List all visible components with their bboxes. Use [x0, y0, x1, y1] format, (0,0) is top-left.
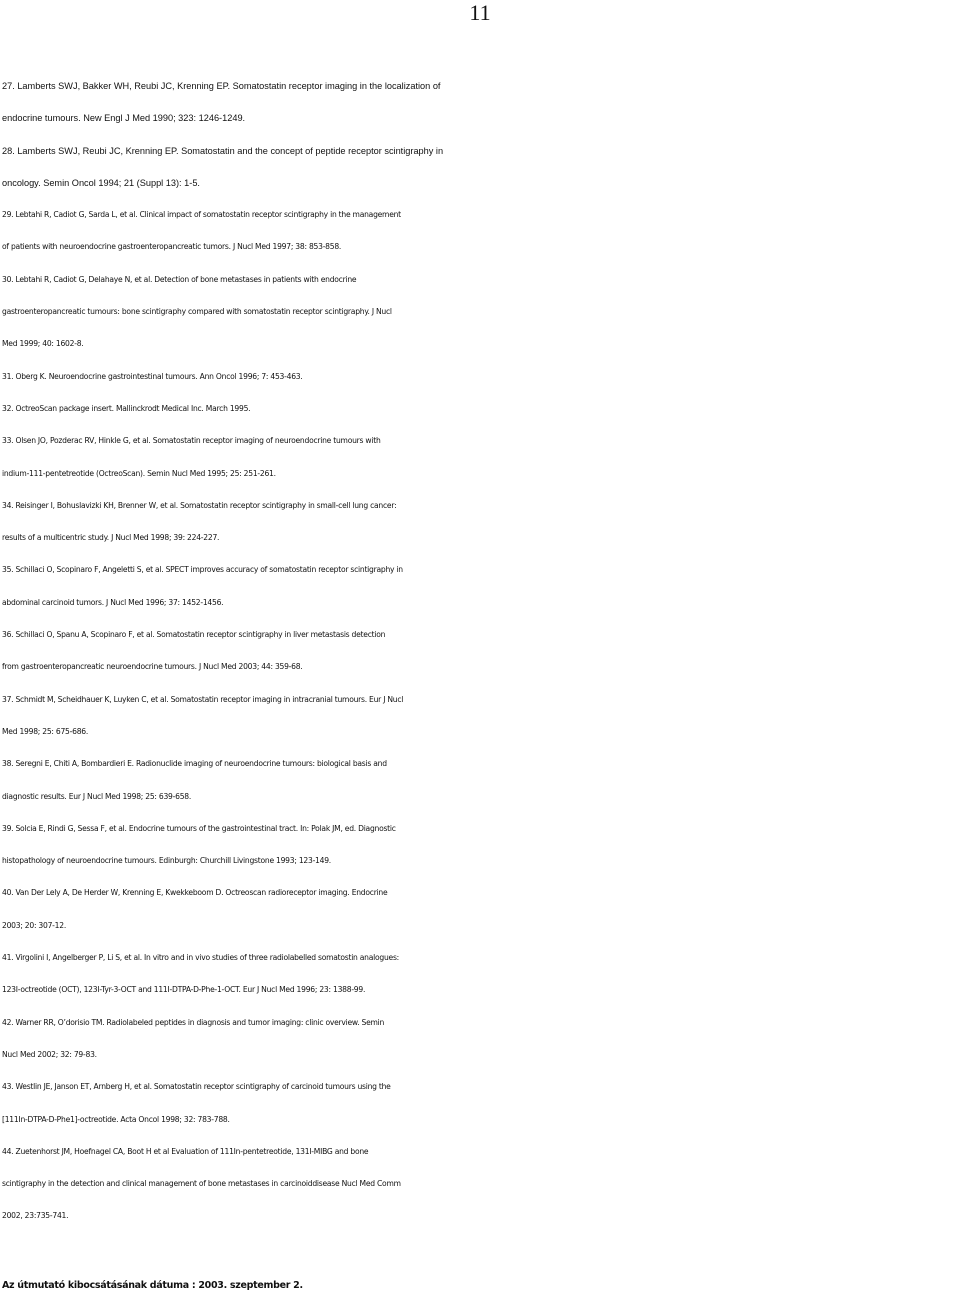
reference-item: [2, 135, 960, 200]
reference-line: 37. Schmidt M, Scheidhauer K, Luyken C, et al. Somatostatin receptor imaging in intracranial tumours. Eur J Nucl: [2, 694, 404, 704]
reference-item: [2, 490, 960, 555]
reference-line: Med 1998; 25: 675-686.: [2, 726, 89, 736]
reference-line: 36. Schillaci O, Spanu A, Scopinaro F, et al. Somatostatin receptor scintigraphy in liver metastasis detection: [2, 630, 386, 640]
reference-line: endocrine tumours. New Engl J Med 1990; 323: 1246-1249.: [2, 113, 246, 124]
reference-item: [2, 264, 960, 361]
reference-line: 40. Van Der Lely A, De Herder W, Krenning E, Kwekkeboom D. Octreoscan radioreceptor imaging. Endocrine: [2, 888, 388, 898]
reference-line: of patients with neuroendocrine gastroenteropancreatic tumors. J Nucl Med 1997; 38: 853-858.: [2, 242, 342, 252]
reference-line: oncology. Semin Oncol 1994; 21 (Suppl 13): 1-5.: [2, 177, 200, 188]
reference-line: 28. Lamberts SWJ, Reubi JC, Krenning EP. Somatostatin and the concept of peptide receptor scintigraphy in: [2, 145, 444, 156]
reference-line: 35. Schillaci O, Scopinaro F, Angeletti S, et al. SPECT improves accuracy of somatostatin receptor scintigraphy in: [2, 565, 403, 575]
reference-line: 123I-octreotide (OCT), 123I-Tyr-3-OCT and 111I-DTPA-D-Phe-1-OCT. Eur J Nucl Med 1996; 23: 1388-99.: [2, 985, 366, 995]
reference-line: 41. Virgolini I, Angelberger P, Li S, et al. In vitro and in vivo studies of three radiolabelled somatostin analogues:: [2, 953, 399, 963]
reference-line: 29. Lebtahi R, Cadiot G, Sarda L, et al. Clinical impact of somatostatin receptor scintigraphy in the management: [2, 210, 401, 220]
reference-line: from gastroenteropancreatic neuroendocrine tumours. J Nucl Med 2003; 44: 359-68.: [2, 662, 303, 672]
reference-item: [2, 361, 960, 393]
page-number: 11: [469, 0, 491, 25]
reference-item: [2, 199, 960, 264]
reference-line: diagnostic results. Eur J Nucl Med 1998; 25: 639-658.: [2, 791, 192, 801]
reference-line: 43. Westlin JE, Janson ET, Arnberg H, et al. Somatostatin receptor scintigraphy of carcinoid tumours using the: [2, 1082, 391, 1092]
reference-item: [2, 393, 960, 425]
reference-line: 38. Seregni E, Chiti A, Bombardieri E. Radionuclide imaging of neuroendocrine tumours: biological basis and: [2, 759, 387, 769]
reference-line: 39. Solcia E, Rindi G, Sessa F, et al. Endocrine tumours of the gastrointestinal tract. In: Polak JM, ed. Diagnostic: [2, 823, 396, 833]
reference-list: [2, 70, 960, 1233]
reference-line: 44. Zuetenhorst JM, Hoefnagel CA, Boot H et al Evaluation of 111In-pentetreotide, 131I-MIBG and bone: [2, 1146, 369, 1156]
reference-line: results of a multicentric study. J Nucl Med 1998; 39: 224-227.: [2, 533, 220, 543]
reference-item: [2, 425, 960, 490]
reference-item: [2, 1007, 960, 1072]
reference-line: indium-111-pentetreotide (OctreoScan). Semin Nucl Med 1995; 25: 251-261.: [2, 468, 276, 478]
reference-item: [2, 1136, 960, 1233]
reference-line: 32. OctreoScan package insert. Mallinckrodt Medical Inc. March 1995.: [2, 403, 251, 413]
reference-line: 27. Lamberts SWJ, Bakker WH, Reubi JC, Krenning EP. Somatostatin receptor imaging in the localization of: [2, 81, 441, 91]
reference-item: [2, 1071, 960, 1136]
reference-item: [2, 70, 960, 135]
reference-line: abdominal carcinoid tumors. J Nucl Med 1996; 37: 1452-1456.: [2, 597, 224, 607]
reference-line: Med 1999; 40: 1602-8.: [2, 339, 84, 349]
reference-item: [2, 748, 960, 813]
reference-item: [2, 813, 960, 878]
reference-line: 30. Lebtahi R, Cadiot G, Delahaye N, et al. Detection of bone metastases in patients with endocrine: [2, 274, 357, 284]
reference-line: scintigraphy in the detection and clinical management of bone metastases in carcinoiddisease Nucl Med Comm: [2, 1179, 401, 1189]
reference-line: [111In-DTPA-D-Phe1]-octreotide. Acta Oncol 1998; 32: 783-788.: [2, 1114, 230, 1124]
reference-item: [2, 619, 960, 684]
reference-line: 2002, 23:735-741.: [2, 1211, 69, 1221]
reference-line: 42. Warner RR, O’dorisio TM. Radiolabeled peptides in diagnosis and tumor imaging: clinic overview. Semin: [2, 1017, 385, 1027]
reference-line: histopathology of neuroendocrine tumours. Edinburgh: Churchill Livingstone 1993; 123-149.: [2, 856, 331, 866]
reference-line: 31. Oberg K. Neuroendocrine gastrointestinal tumours. Ann Oncol 1996; 7: 453-463.: [2, 371, 303, 381]
issue-date-footer: Az útmutató kibocsátásának dátuma : 2003. szeptember 2.: [2, 1280, 303, 1291]
reference-line: 33. Olsen JO, Pozderac RV, Hinkle G, et al. Somatostatin receptor imaging of neuroendocrine tumours with: [2, 436, 381, 446]
reference-item: [2, 554, 960, 619]
reference-item: [2, 942, 960, 1007]
reference-line: Nucl Med 2002; 32: 79-83.: [2, 1049, 97, 1059]
reference-line: 34. Reisinger I, Bohuslavizki KH, Brenner W, et al. Somatostatin receptor scintigraphy in small-cell lung cancer:: [2, 500, 397, 510]
reference-line: gastroenteropancreatic tumours: bone scintigraphy compared with somatostatin receptor scintigraphy. J Nucl: [2, 307, 392, 317]
reference-item: [2, 684, 960, 749]
reference-item: [2, 877, 960, 942]
reference-line: 2003; 20: 307-12.: [2, 920, 66, 930]
